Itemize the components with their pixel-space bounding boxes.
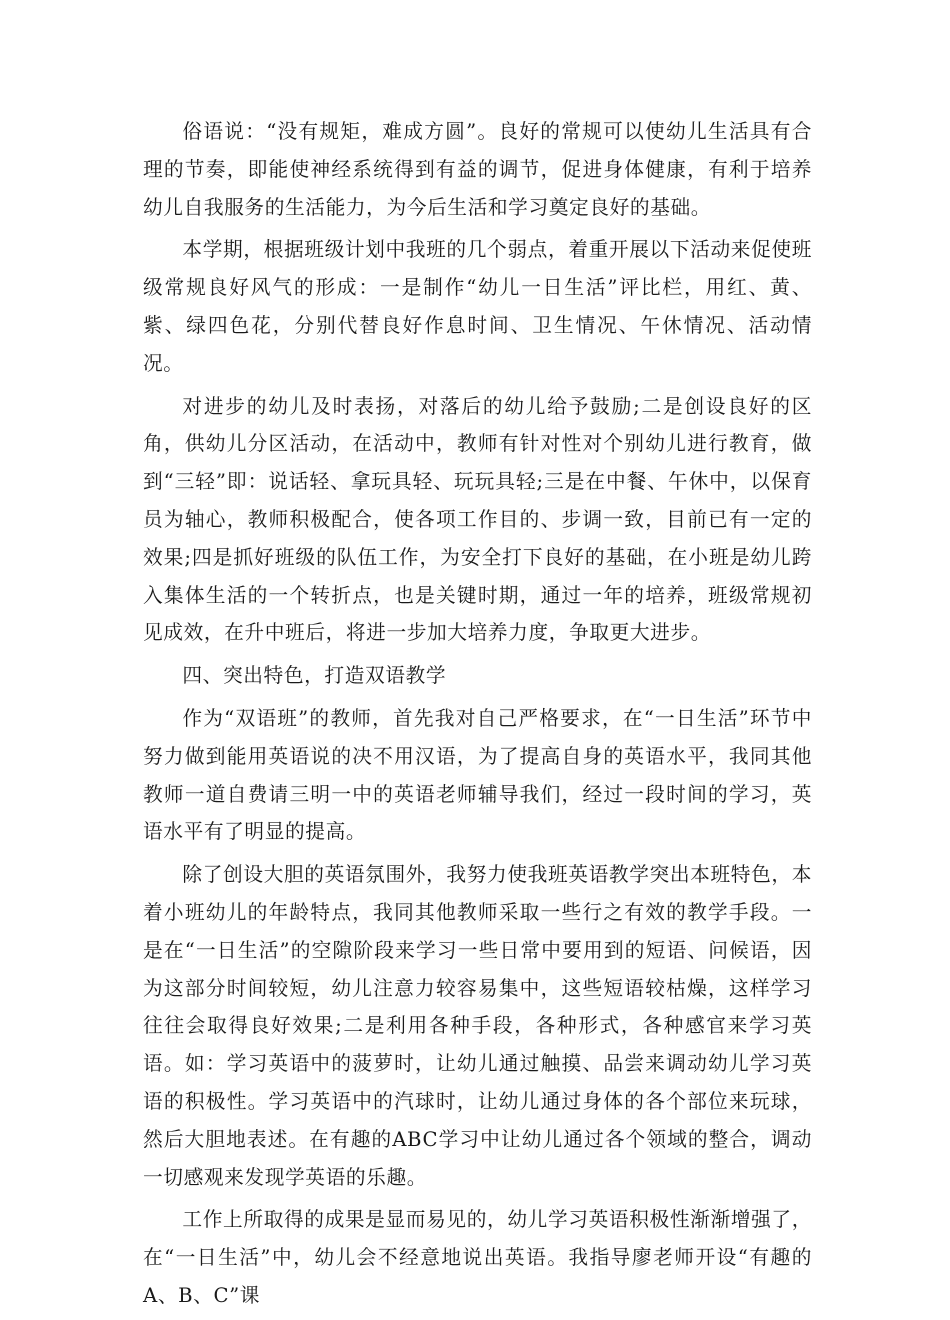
paragraph-english-methods: 除了创设大胆的英语氛围外，我努力使我班英语教学突出本班特色，本着小班幼儿的年龄特点，我同其他教师采取一些行之有效的教学手段。一是在“一日生活”的空隙阶段来学习一些日常中要用到的短语、问候语，因为这部分时间较短，幼儿注意力较容易集中，这些短语较枯燥，这样学习往往会取得良好效果;二是利用各种手段，各种形式，各种感官来学习英语。如：学习英语中的菠萝时，让幼儿通过触摸、品尝来调动幼儿学习英语的积极性。学习英语中的汽球时，让幼儿通过身体的各个部位来玩球，然后大胆地表述。在有趣的ABC学习中让幼儿通过各个领域的整合，调动一切感观来发现学英语的乐趣。 (143, 863, 812, 1189)
section-heading-bilingual: 四、突出特色，打造双语教学 (182, 664, 447, 688)
paragraph-rules-intro: 俗语说：“没有规矩，难成方圆”。良好的常规可以使幼儿生活具有合理的节奏，即能使神经系统得到有益的调节，促进身体健康，有利于培养幼儿自我服务的生活能力，为今后生活和学习奠定良好的基础。 (143, 120, 812, 219)
paragraph-encouragement: 对进步的幼儿及时表扬，对落后的幼儿给予鼓励;二是创设良好的区角，供幼儿分区活动，在活动中，教师有针对性对个别幼儿进行教育，做到“三轻”即：说话轻、拿玩具轻、玩玩具轻;三是在中餐、午休中，以保育员为轴心，教师积极配合，使各项工作目的、步调一致，目前已有一定的效果;四是抓好班级的队伍工作，为安全打下良好的基础，在小班是幼儿跨入集体生活的一个转折点，也是关键时期，通过一年的培养，班级常规初见成效，在升中班后，将进一步加大培养力度，争取更大进步。 (143, 394, 812, 645)
document-body (143, 113, 812, 1320)
paragraph-semester-activities: 本学期，根据班级计划中我班的几个弱点，着重开展以下活动来促使班级常规良好风气的形成：一是制作“幼儿一日生活”评比栏，用红、黄、紫、绿四色花，分别代替良好作息时间、卫生情况、午休情况、活动情况。 (143, 238, 812, 375)
paragraph-bilingual-teacher: 作为“双语班”的教师，首先我对自己严格要求，在“一日生活”环节中努力做到能用英语说的决不用汉语，为了提高自身的英语水平，我同其他教师一道自费请三明一中的英语老师辅导我们，经过一段时间的学习，英语水平有了明显的提高。 (143, 706, 812, 844)
paragraph-results: 工作上所取得的成果是显而易见的，幼儿学习英语积极性渐渐增强了，在“一日生活”中，幼儿会不经意地说出英语。我指导廖老师开设“有趣的 A、B、C”课 (143, 1208, 812, 1307)
